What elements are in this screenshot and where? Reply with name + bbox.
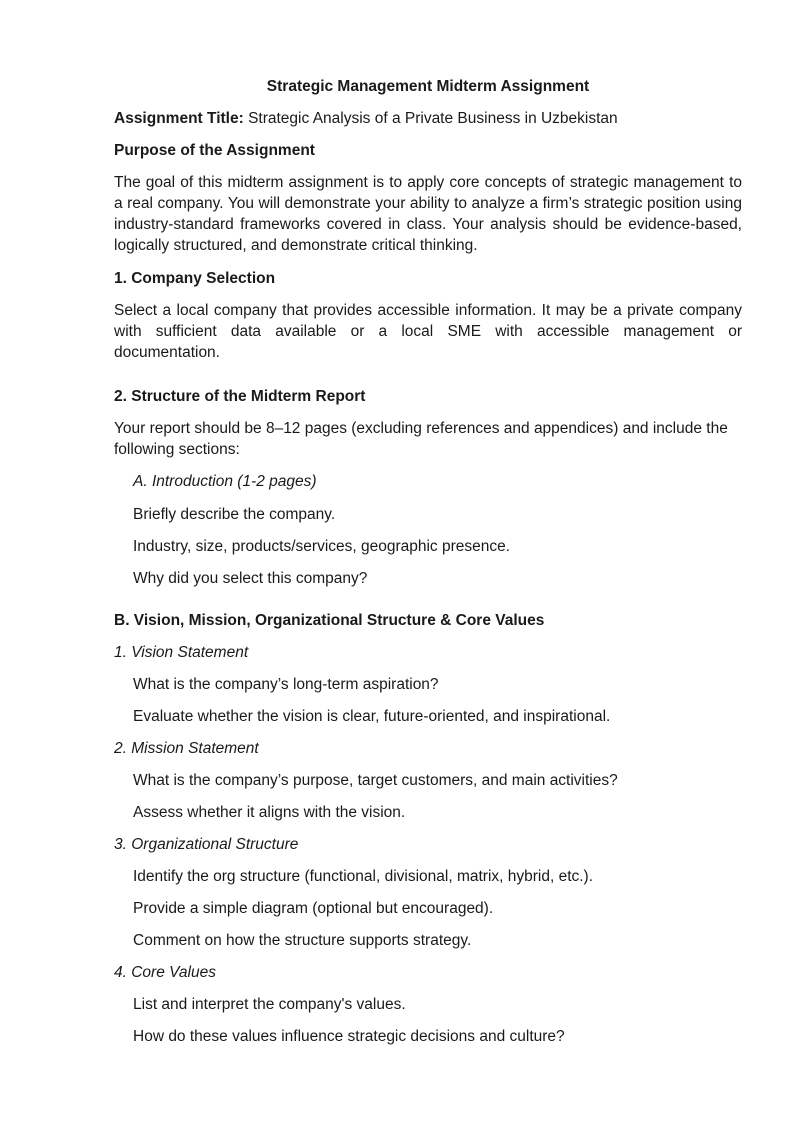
org-structure-item: Provide a simple diagram (optional but encouraged). <box>133 900 494 917</box>
assignment-title-label: Assignment Title: <box>114 110 244 127</box>
purpose-paragraph: The goal of this midterm assignment is to apply core concepts of strategic management to a real company. You will demonstrate your ability to analyze a firm’s strategic position using industry-standard frameworks covered in class. Your analysis should be evidence-based, logically structured, and demonstrate critical thinking. <box>114 174 742 254</box>
section1-heading: 1. Company Selection <box>114 270 276 287</box>
core-values-heading: 4. Core Values <box>114 964 216 981</box>
section2-paragraph: Your report should be 8–12 pages (excluding references and appendices) and include the following sections: <box>114 420 728 458</box>
section1-paragraph: Select a local company that provides accessible information. It may be a private company with sufficient data available or a local SME with accessible management or documentation. <box>114 302 742 361</box>
core-values-item: List and interpret the company's values. <box>133 996 406 1013</box>
org-structure-heading: 3. Organizational Structure <box>114 836 299 853</box>
section2-heading: 2. Structure of the Midterm Report <box>114 388 366 405</box>
intro-item: Industry, size, products/services, geographic presence. <box>133 538 511 555</box>
document-title: Strategic Management Midterm Assignment <box>266 78 590 95</box>
core-values-item: How do these values influence strategic decisions and culture? <box>133 1028 565 1045</box>
vision-heading: 1. Vision Statement <box>114 644 249 661</box>
org-structure-item: Comment on how the structure supports strategy. <box>133 932 472 949</box>
mission-heading: 2. Mission Statement <box>114 740 259 757</box>
vision-item: What is the company’s long-term aspiration? <box>133 676 439 693</box>
intro-item: Briefly describe the company. <box>133 506 336 523</box>
mission-item: What is the company’s purpose, target customers, and main activities? <box>133 772 618 789</box>
intro-heading: A. Introduction (1-2 pages) <box>133 473 317 490</box>
intro-item: Why did you select this company? <box>133 570 368 587</box>
assignment-title-value: Strategic Analysis of a Private Business in Uzbekistan <box>243 110 618 127</box>
vision-item: Evaluate whether the vision is clear, future-oriented, and inspirational. <box>133 708 611 725</box>
org-structure-item: Identify the org structure (functional, divisional, matrix, hybrid, etc.). <box>133 868 594 885</box>
purpose-heading: Purpose of the Assignment <box>114 142 315 159</box>
mission-item: Assess whether it aligns with the vision. <box>133 804 406 821</box>
assignment-title-line <box>114 108 618 129</box>
sectionB-heading: B. Vision, Mission, Organizational Structure & Core Values <box>114 612 545 629</box>
